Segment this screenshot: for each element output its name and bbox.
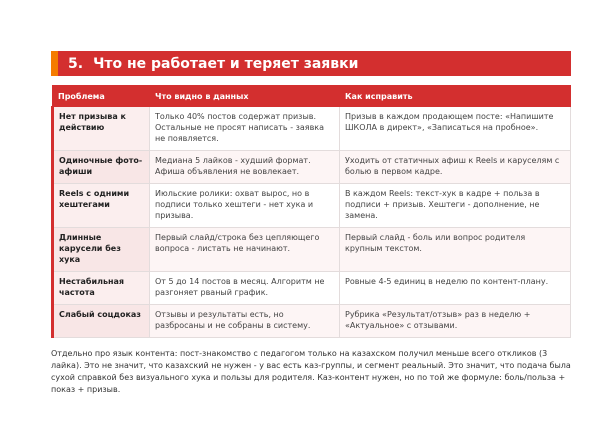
problem-cell: Reels с одними хештегами	[53, 184, 150, 228]
problem-cell: Нет призыва к действию	[53, 107, 150, 151]
table-row	[53, 272, 571, 305]
fix-cell: Рубрика «Результат/отзыв» раз в неделю + «Актуальное» с отзывами.	[340, 305, 571, 338]
data-cell: От 5 до 14 постов в месяц. Алгоритм не разгоняет рваный график.	[150, 272, 340, 305]
section-number: 5.	[68, 55, 84, 72]
problem-cell: Одиночные фото-афиши	[53, 151, 150, 184]
table-header-row	[53, 86, 571, 107]
table-row	[53, 305, 571, 338]
fix-cell: Первый слайд - боль или вопрос родителя крупным текстом.	[340, 228, 571, 272]
footnote-paragraph: Отдельно про язык контента: пост-знакомство с педагогом только на казахском получил меньше всего откликов (3 лайка). Это не значит, что казахский не нужен - у вас есть каз-группы, и сегмент реальный. Это значит, что подача была сухой справкой без визуального хука и пользы для родителя. Каз-контент нужен, но по той же формуле: боль/польза + показ + призыв.	[51, 349, 571, 394]
fix-cell: В каждом Reels: текст-хук в кадре + польза в подписи + призыв. Хештеги - дополнение, не замена.	[340, 184, 571, 228]
data-cell: Первый слайд/строка без цепляющего вопроса - листать не начинают.	[150, 228, 340, 272]
problem-cell: Нестабильная частота	[53, 272, 150, 305]
fix-cell: Уходить от статичных афиш к Reels и каруселям с болью в первом кадре.	[340, 151, 571, 184]
problem-cell: Слабый соцдоказ	[53, 305, 150, 338]
fix-cell: Ровные 4-5 единиц в неделю по контент-плану.	[340, 272, 571, 305]
table-row	[53, 151, 571, 184]
data-cell: Отзывы и результаты есть, но разбросаны и не собраны в систему.	[150, 305, 340, 338]
table-row	[53, 107, 571, 151]
section-header	[51, 51, 571, 76]
data-cell: Медиана 5 лайков - худший формат. Афиша объявления не вовлекает.	[150, 151, 340, 184]
table-row	[53, 228, 571, 272]
data-cell: Июльские ролики: охват вырос, но в подписи только хештеги - нет хука и призыва.	[150, 184, 340, 228]
fix-cell: Призыв в каждом продающем посте: «Напишите ШКОЛА в директ», «Записаться на пробное».	[340, 107, 571, 151]
problem-cell: Длинные карусели без хука	[53, 228, 150, 272]
problems-table	[51, 85, 571, 338]
table-row	[53, 184, 571, 228]
header-data: Что видно в данных	[150, 86, 340, 107]
header-fix: Как исправить	[340, 86, 571, 107]
section-title: Что не работает и теряет заявки	[93, 55, 359, 72]
header-problem: Проблема	[53, 86, 150, 107]
data-cell: Только 40% постов содержат призыв. Остальные не просят написать - заявка не появляется.	[150, 107, 340, 151]
